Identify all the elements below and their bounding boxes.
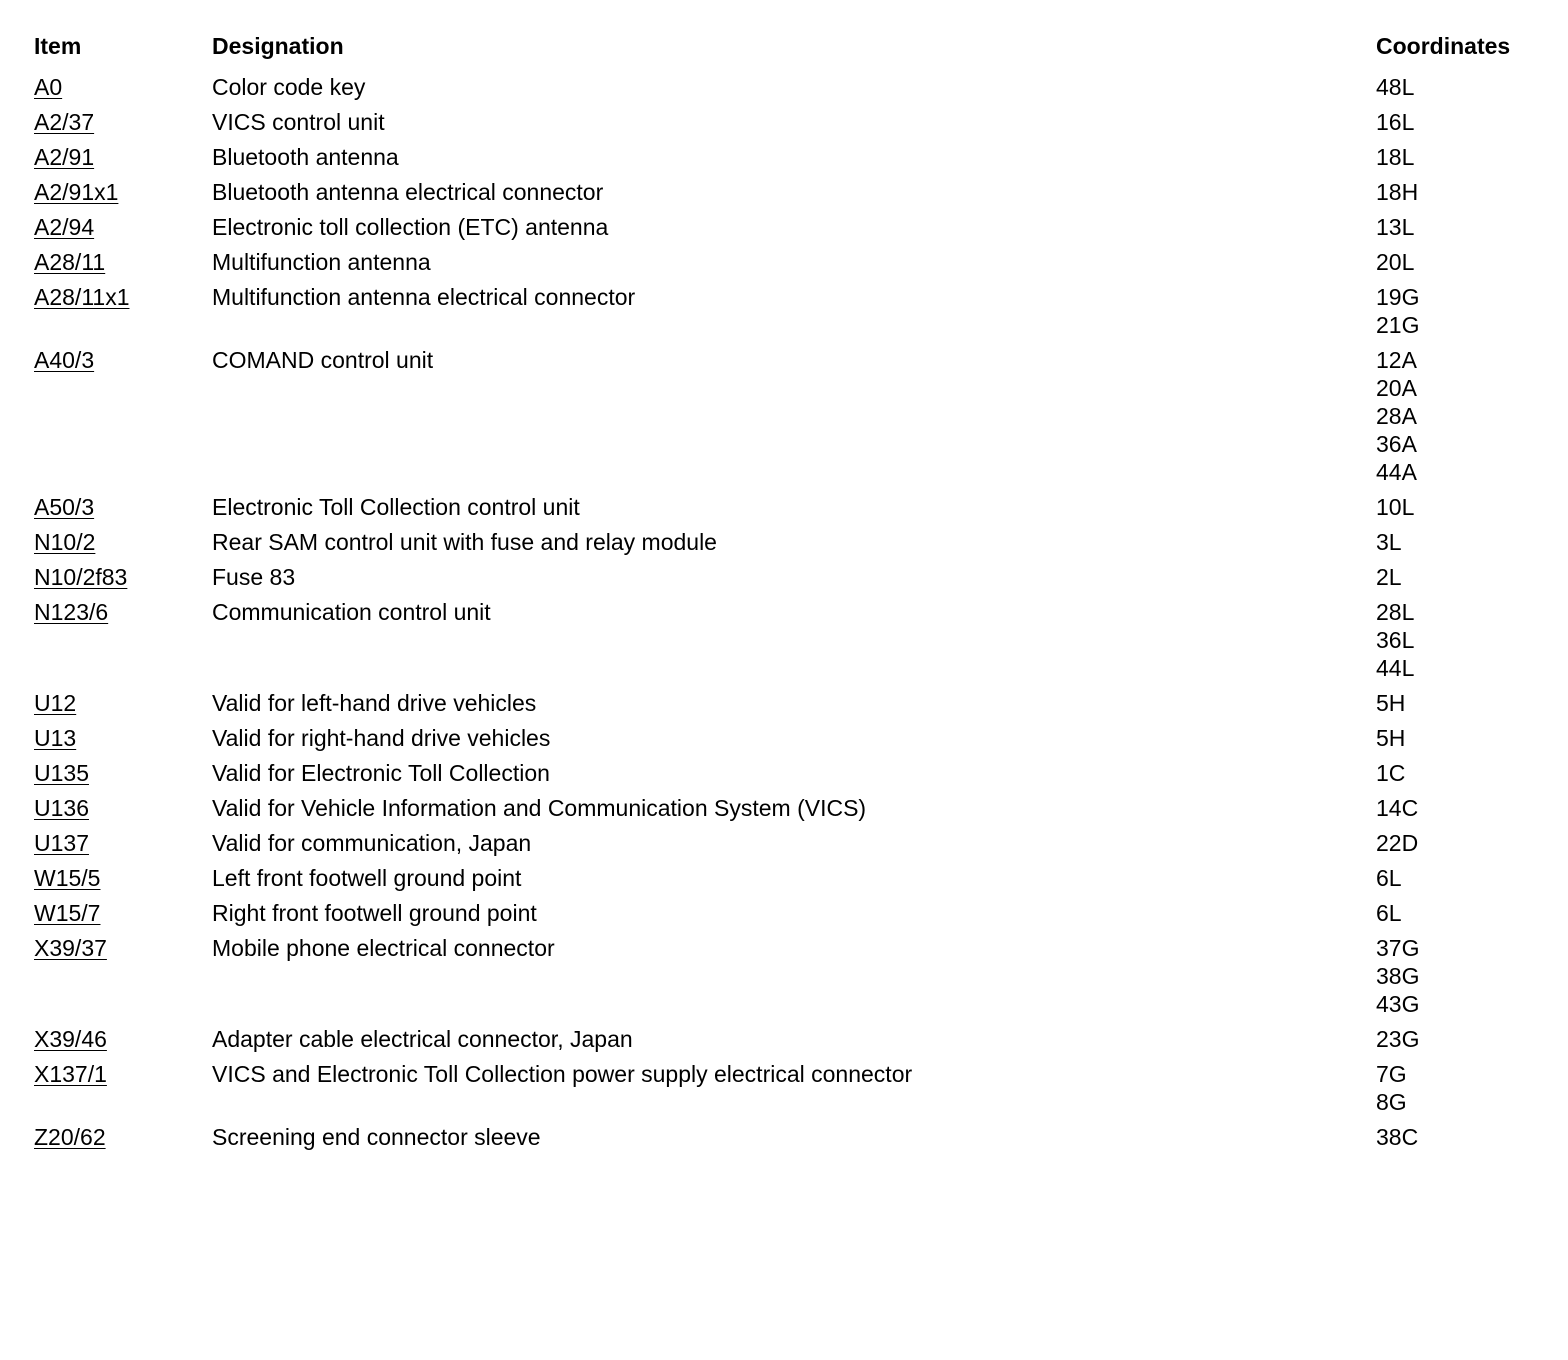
item-link[interactable]: U137 xyxy=(34,830,89,856)
item-link[interactable]: U135 xyxy=(34,760,89,786)
item-cell xyxy=(34,213,212,241)
table-row xyxy=(34,787,1554,822)
coordinates-cell xyxy=(1376,213,1554,241)
coordinates-cell xyxy=(1376,563,1554,591)
table-row xyxy=(34,136,1554,171)
item-cell xyxy=(34,934,212,962)
table-row xyxy=(34,752,1554,787)
item-cell xyxy=(34,493,212,521)
component-legend-table xyxy=(34,26,1554,1151)
coordinate-value: 36A xyxy=(1376,431,1417,457)
designation-cell: Multifunction antenna xyxy=(212,249,431,275)
coordinate-value: 19G xyxy=(1376,284,1420,310)
item-link[interactable]: A2/37 xyxy=(34,109,95,135)
coordinates-cell xyxy=(1376,689,1554,717)
item-cell xyxy=(34,248,212,276)
item-link[interactable]: A2/94 xyxy=(34,214,95,240)
designation-cell: Adapter cable electrical connector, Japan xyxy=(212,1026,633,1052)
coordinate-value: 48L xyxy=(1376,74,1415,100)
table-row xyxy=(34,241,1554,276)
coordinates-cell xyxy=(1376,598,1554,682)
table-header xyxy=(34,26,1554,66)
coordinate-value: 21G xyxy=(1376,312,1420,338)
table-row xyxy=(34,927,1554,1018)
item-cell xyxy=(34,108,212,136)
item-cell xyxy=(34,794,212,822)
table-row xyxy=(34,591,1554,682)
item-cell xyxy=(34,283,212,311)
coordinate-value: 10L xyxy=(1376,494,1415,520)
coordinates-cell xyxy=(1376,1025,1554,1053)
coordinate-value: 3L xyxy=(1376,529,1402,555)
designation-cell: Electronic toll collection (ETC) antenna xyxy=(212,214,609,240)
coordinate-value: 5H xyxy=(1376,725,1406,751)
item-link[interactable]: A2/91x1 xyxy=(34,179,119,205)
item-link[interactable]: W15/7 xyxy=(34,900,101,926)
coordinates-cell xyxy=(1376,759,1554,787)
coordinate-value: 28A xyxy=(1376,403,1417,429)
item-cell xyxy=(34,724,212,752)
designation-cell: Left front footwell ground point xyxy=(212,865,522,891)
table-body xyxy=(34,66,1554,1151)
coordinates-cell xyxy=(1376,1060,1554,1116)
coordinate-value: 37G xyxy=(1376,935,1420,961)
item-link[interactable]: U136 xyxy=(34,795,89,821)
designation-cell: VICS control unit xyxy=(212,109,385,135)
coordinate-value: 14C xyxy=(1376,795,1419,821)
designation-cell: COMAND control unit xyxy=(212,347,434,373)
coordinates-cell xyxy=(1376,1123,1554,1151)
designation-cell: Multifunction antenna electrical connector xyxy=(212,284,636,310)
designation-cell: Bluetooth antenna electrical connector xyxy=(212,179,604,205)
item-link[interactable]: Z20/62 xyxy=(34,1124,106,1150)
coordinates-cell xyxy=(1376,493,1554,521)
coordinate-value: 28L xyxy=(1376,599,1415,625)
coordinate-value: 18H xyxy=(1376,179,1419,205)
table-row xyxy=(34,276,1554,339)
coordinate-value: 22D xyxy=(1376,830,1419,856)
coordinates-cell xyxy=(1376,899,1554,927)
table-row xyxy=(34,717,1554,752)
item-link[interactable]: X137/1 xyxy=(34,1061,107,1087)
table-row xyxy=(34,101,1554,136)
coordinate-value: 6L xyxy=(1376,900,1402,926)
coordinate-value: 16L xyxy=(1376,109,1415,135)
coordinates-cell xyxy=(1376,794,1554,822)
table-row xyxy=(34,339,1554,486)
item-link[interactable]: U12 xyxy=(34,690,77,716)
coordinate-value: 38G xyxy=(1376,963,1420,989)
item-cell xyxy=(34,563,212,591)
coordinates-cell xyxy=(1376,864,1554,892)
table-row xyxy=(34,66,1554,101)
item-link[interactable]: A40/3 xyxy=(34,347,95,373)
designation-cell: Valid for communication, Japan xyxy=(212,830,532,856)
item-link[interactable]: A28/11x1 xyxy=(34,284,130,310)
item-cell xyxy=(34,829,212,857)
header-coordinates: Coordinates xyxy=(1376,32,1511,59)
designation-cell: Electronic Toll Collection control unit xyxy=(212,494,580,520)
table-row xyxy=(34,206,1554,241)
item-cell xyxy=(34,528,212,556)
item-link[interactable]: N10/2f83 xyxy=(34,564,128,590)
coordinates-cell xyxy=(1376,108,1554,136)
coordinate-value: 18L xyxy=(1376,144,1415,170)
coordinate-value: 13L xyxy=(1376,214,1415,240)
coordinate-value: 44L xyxy=(1376,655,1415,681)
designation-cell: Valid for right-hand drive vehicles xyxy=(212,725,551,751)
designation-cell: Rear SAM control unit with fuse and relay module xyxy=(212,529,717,555)
designation-cell: Valid for left-hand drive vehicles xyxy=(212,690,537,716)
coordinate-value: 20L xyxy=(1376,249,1415,275)
table-row xyxy=(34,1053,1554,1116)
designation-cell: VICS and Electronic Toll Collection power supply electrical connector xyxy=(212,1061,913,1087)
item-cell xyxy=(34,346,212,374)
coordinate-value: 2L xyxy=(1376,564,1402,590)
item-link[interactable]: X39/46 xyxy=(34,1026,107,1052)
header-item: Item xyxy=(34,32,82,59)
coordinates-cell xyxy=(1376,248,1554,276)
coordinates-cell xyxy=(1376,346,1554,486)
header-designation: Designation xyxy=(212,32,344,59)
designation-cell: Communication control unit xyxy=(212,599,491,625)
item-cell xyxy=(34,178,212,206)
designation-cell: Valid for Electronic Toll Collection xyxy=(212,760,550,786)
coordinates-cell xyxy=(1376,283,1554,339)
table-row xyxy=(34,171,1554,206)
coordinate-value: 44A xyxy=(1376,459,1417,485)
coordinates-cell xyxy=(1376,724,1554,752)
designation-cell: Mobile phone electrical connector xyxy=(212,935,555,961)
table-row xyxy=(34,1116,1554,1151)
item-cell xyxy=(34,1025,212,1053)
item-cell xyxy=(34,864,212,892)
coordinate-value: 36L xyxy=(1376,627,1415,653)
coordinates-cell xyxy=(1376,178,1554,206)
item-link[interactable]: A28/11 xyxy=(34,249,106,275)
table-row xyxy=(34,486,1554,521)
coordinate-value: 5H xyxy=(1376,690,1406,716)
item-cell xyxy=(34,73,212,101)
item-cell xyxy=(34,1060,212,1088)
table-row xyxy=(34,556,1554,591)
coordinate-value: 6L xyxy=(1376,865,1402,891)
item-cell xyxy=(34,759,212,787)
item-link[interactable]: A50/3 xyxy=(34,494,95,520)
item-link[interactable]: A0 xyxy=(34,74,63,100)
coordinate-value: 12A xyxy=(1376,347,1417,373)
designation-cell: Fuse 83 xyxy=(212,564,296,590)
table-row xyxy=(34,892,1554,927)
designation-cell: Valid for Vehicle Information and Communication System (VICS) xyxy=(212,795,867,821)
coordinates-cell xyxy=(1376,934,1554,1018)
coordinate-value: 1C xyxy=(1376,760,1406,786)
designation-cell: Right front footwell ground point xyxy=(212,900,537,926)
coordinate-value: 43G xyxy=(1376,991,1420,1017)
designation-cell: Color code key xyxy=(212,74,366,100)
coordinates-cell xyxy=(1376,829,1554,857)
item-link[interactable]: N10/2 xyxy=(34,529,96,555)
designation-cell: Bluetooth antenna xyxy=(212,144,399,170)
table-row xyxy=(34,521,1554,556)
table-row xyxy=(34,857,1554,892)
coordinate-value: 8G xyxy=(1376,1089,1407,1115)
item-link[interactable]: U13 xyxy=(34,725,77,751)
item-link[interactable]: W15/5 xyxy=(34,865,101,891)
coordinates-cell xyxy=(1376,143,1554,171)
table-row xyxy=(34,682,1554,717)
designation-cell: Screening end connector sleeve xyxy=(212,1124,541,1150)
coordinate-value: 20A xyxy=(1376,375,1417,401)
item-link[interactable]: A2/91 xyxy=(34,144,95,170)
item-link[interactable]: X39/37 xyxy=(34,935,107,961)
item-cell xyxy=(34,598,212,626)
item-cell xyxy=(34,143,212,171)
item-cell xyxy=(34,899,212,927)
coordinate-value: 7G xyxy=(1376,1061,1407,1087)
coordinates-cell xyxy=(1376,73,1554,101)
item-cell xyxy=(34,1123,212,1151)
item-cell xyxy=(34,689,212,717)
coordinates-cell xyxy=(1376,528,1554,556)
coordinate-value: 38C xyxy=(1376,1124,1419,1150)
table-row xyxy=(34,822,1554,857)
table-row xyxy=(34,1018,1554,1053)
item-link[interactable]: N123/6 xyxy=(34,599,109,625)
coordinate-value: 23G xyxy=(1376,1026,1420,1052)
